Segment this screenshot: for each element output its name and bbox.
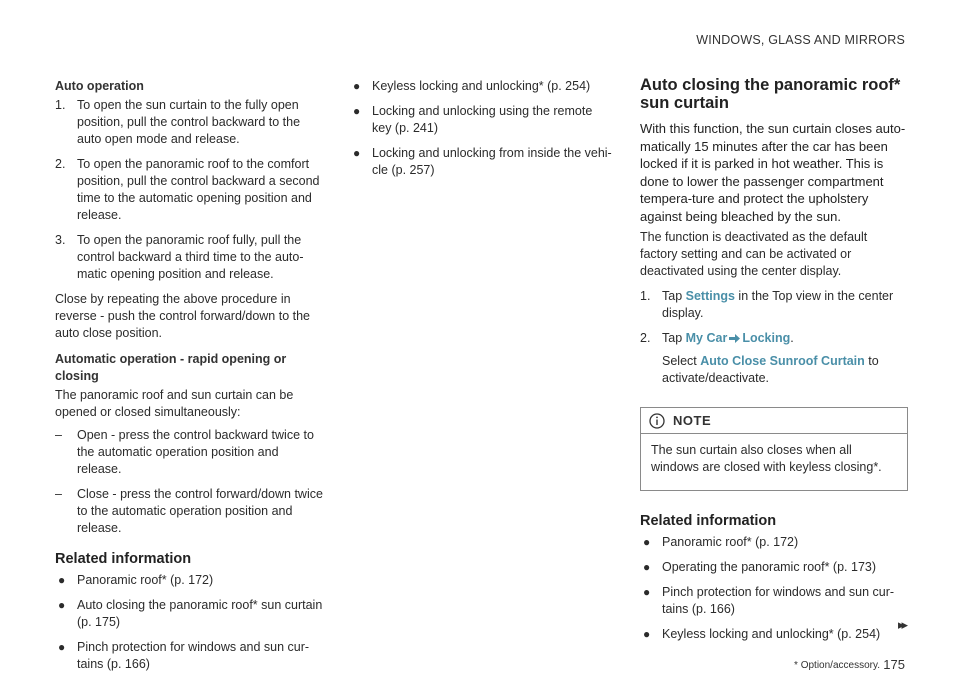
settings-ui-label: Settings <box>685 289 735 303</box>
related-link-text: Operating the panoramic roof* (p. 173) <box>662 560 877 574</box>
auto-steps-list <box>55 97 325 283</box>
related-info-heading: Related information <box>640 513 777 529</box>
info-icon <box>649 413 665 429</box>
related-link-text: Panoramic roof* (p. 172) <box>77 573 214 587</box>
note-header <box>641 408 907 434</box>
bullet-icon: ● <box>58 598 66 612</box>
auto-operation-heading: Auto operation <box>55 79 144 93</box>
step-prefix: Tap <box>662 289 686 303</box>
related-link-text: Locking and unlocking using the remote key (p. 241) <box>372 104 593 135</box>
arrow-right-icon <box>729 334 740 343</box>
related-link-text: Pinch protection for windows and sun cur-tains (p. 166) <box>662 585 895 616</box>
page-header: WINDOWS, GLASS AND MIRRORS <box>696 33 905 47</box>
auto-close-sunroof-ui-label: Auto Close Sunroof Curtain <box>700 354 865 368</box>
related-link-text: Auto closing the panoramic roof* sun curtain (p. 175) <box>77 598 323 629</box>
step-number: 3. <box>55 233 66 247</box>
related-link[interactable] <box>640 584 908 618</box>
note-label: NOTE <box>673 413 712 428</box>
related-link[interactable] <box>640 559 908 576</box>
related-link-text: Locking and unlocking from inside the vehi-cle (p. 257) <box>372 146 612 177</box>
related-info-heading: Related information <box>55 551 192 567</box>
related-info-list-continued <box>350 78 612 179</box>
related-link[interactable] <box>55 639 325 673</box>
locking-ui-label: Locking <box>742 331 791 345</box>
step-text: To open the panoramic roof fully, pull the control backward a third time to the auto-matic opening position and release. <box>77 233 304 281</box>
dash-mark: – <box>55 487 62 501</box>
list-item <box>640 288 908 322</box>
my-car-ui-label: My Car <box>685 331 728 345</box>
related-link[interactable] <box>640 626 908 643</box>
step-number: 2. <box>55 157 66 171</box>
bullet-icon: ● <box>353 146 361 160</box>
step-suffix: . <box>790 331 794 345</box>
list-item <box>55 156 325 224</box>
page-number: 175 <box>883 657 905 672</box>
middle-column <box>350 78 612 187</box>
footnote: * Option/accessory. <box>794 660 880 671</box>
related-link-text: Pinch protection for windows and sun cur-tains (p. 166) <box>77 640 310 671</box>
related-info-list <box>640 534 908 643</box>
related-link-text: Keyless locking and unlocking* (p. 254) <box>372 79 591 93</box>
list-item-text: Open - press the control backward twice to the automatic operation position and release. <box>77 428 314 476</box>
list-item <box>55 232 325 283</box>
step-prefix: Select <box>662 354 701 368</box>
rapid-list <box>55 427 325 537</box>
list-item-text: Close - press the control forward/down twice to the automatic operation position and release. <box>77 487 323 535</box>
step-sub-instruction <box>662 353 908 387</box>
bullet-icon: ● <box>643 585 651 599</box>
related-link[interactable] <box>55 572 325 589</box>
list-item <box>55 97 325 148</box>
bullet-icon: ● <box>643 535 651 549</box>
step-suffix: in the Top view in the center display. <box>662 289 894 320</box>
bullet-icon: ● <box>643 560 651 574</box>
step-number: 2. <box>640 331 651 345</box>
lead-paragraph: With this function, the sun curtain closes auto-matically 15 minutes after the car has been locked if it is parked in hot weather. This is done to lower the passenger compartment tempera-ture and protect the upholstery against being bleached by the sun. <box>640 121 906 224</box>
related-link[interactable] <box>350 78 612 95</box>
related-link-text: Keyless locking and unlocking* (p. 254) <box>662 627 881 641</box>
related-link[interactable] <box>55 597 325 631</box>
step-prefix: Tap <box>662 331 686 345</box>
bullet-icon: ● <box>58 640 66 654</box>
bullet-icon: ● <box>58 573 66 587</box>
related-link[interactable] <box>350 145 612 179</box>
related-link[interactable] <box>640 534 908 551</box>
list-item <box>55 486 325 537</box>
right-column <box>640 76 908 651</box>
default-setting-paragraph: The function is deactivated as the default factory setting and can be activated or deactivated using the center display. <box>640 230 868 278</box>
left-column <box>55 78 325 681</box>
related-info-list <box>55 572 325 673</box>
settings-steps-list <box>640 288 908 387</box>
bullet-icon: ● <box>643 627 651 641</box>
step-number: 1. <box>55 98 66 112</box>
step-number: 1. <box>640 289 651 303</box>
note-box <box>640 407 908 491</box>
note-text: The sun curtain also closes when all windows are closed with keyless closing*. <box>651 443 882 474</box>
related-link-text: Panoramic roof* (p. 172) <box>662 535 799 549</box>
rapid-intro: The panoramic roof and sun curtain can be opened or closed simultaneously: <box>55 388 294 419</box>
list-item <box>640 330 908 387</box>
section-title: Auto closing the panoramic roof* sun curtain <box>640 76 901 112</box>
dash-mark: – <box>55 428 62 442</box>
next-page-arrows-icon[interactable]: ▸▸ <box>897 617 905 632</box>
step-text: To open the panoramic roof to the comfort position, pull the control backward a second time to the automatic opening position and release. <box>77 157 320 222</box>
rapid-operation-heading: Automatic operation - rapid opening or closing <box>55 352 287 383</box>
step-suffix: to activate/deactivate. <box>662 354 879 385</box>
bullet-icon: ● <box>353 104 361 118</box>
close-paragraph: Close by repeating the above procedure in reverse - push the control forward/down to the auto close position. <box>55 292 310 340</box>
bullet-icon: ● <box>353 79 361 93</box>
list-item <box>55 427 325 478</box>
step-text: To open the sun curtain to the fully open position, pull the control backward to the auto open mode and release. <box>77 98 301 146</box>
related-link[interactable] <box>350 103 612 137</box>
